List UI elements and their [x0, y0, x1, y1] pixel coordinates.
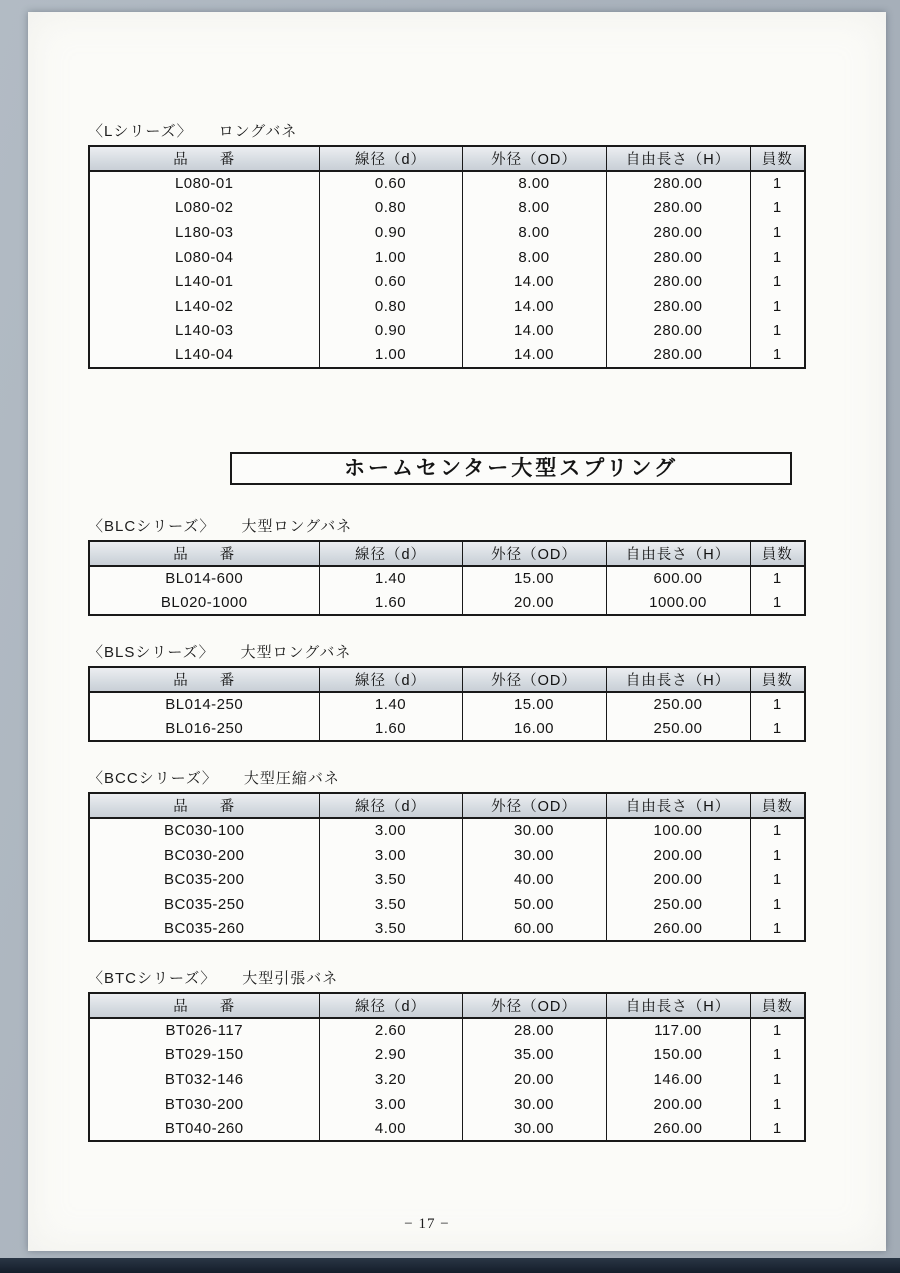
spec-table — [88, 792, 806, 942]
cell-wire-diameter: 3.00 — [319, 843, 462, 868]
column-header-outer-diameter: 外径（OD） — [462, 146, 606, 171]
cell-part-number: BL020-1000 — [89, 590, 319, 615]
cell-part-number: L140-01 — [89, 269, 319, 294]
cell-wire-diameter: 3.50 — [319, 867, 462, 892]
cell-part-number: BT029-150 — [89, 1043, 319, 1068]
cell-quantity: 1 — [750, 1043, 805, 1068]
cell-free-length: 280.00 — [606, 220, 750, 245]
cell-wire-diameter: 1.60 — [319, 717, 462, 742]
table-row — [89, 1018, 805, 1043]
table-row — [89, 1043, 805, 1068]
cell-free-length: 280.00 — [606, 269, 750, 294]
series-name: 〈BLCシリーズ〉 — [88, 517, 216, 535]
table-row — [89, 590, 805, 615]
cell-wire-diameter: 0.90 — [319, 220, 462, 245]
cell-wire-diameter: 0.90 — [319, 319, 462, 344]
cell-wire-diameter: 4.00 — [319, 1116, 462, 1141]
cell-part-number: BC035-200 — [89, 867, 319, 892]
cell-outer-diameter: 14.00 — [462, 319, 606, 344]
table-row — [89, 245, 805, 270]
cell-wire-diameter: 3.50 — [319, 917, 462, 942]
column-header-part-number: 品 番 — [89, 146, 319, 171]
cell-part-number: L080-02 — [89, 196, 319, 221]
cell-outer-diameter: 30.00 — [462, 1116, 606, 1141]
cell-outer-diameter: 8.00 — [462, 171, 606, 196]
series-section — [88, 515, 886, 616]
cell-quantity: 1 — [750, 196, 805, 221]
cell-part-number: L140-03 — [89, 319, 319, 344]
banner — [230, 452, 792, 485]
series-type: 大型ロングバネ — [240, 643, 352, 661]
cell-wire-diameter: 0.80 — [319, 294, 462, 319]
cell-quantity: 1 — [750, 843, 805, 868]
cell-quantity: 1 — [750, 692, 805, 717]
table-row — [89, 717, 805, 742]
series-type: 大型ロングバネ — [241, 517, 353, 535]
series-section — [88, 767, 886, 942]
cell-quantity: 1 — [750, 294, 805, 319]
cell-free-length: 150.00 — [606, 1043, 750, 1068]
cell-outer-diameter: 30.00 — [462, 843, 606, 868]
cell-outer-diameter: 14.00 — [462, 269, 606, 294]
cell-quantity: 1 — [750, 717, 805, 742]
cell-outer-diameter: 14.00 — [462, 343, 606, 368]
cell-part-number: BT040-260 — [89, 1116, 319, 1141]
column-header-part-number: 品 番 — [89, 667, 319, 692]
cell-quantity: 1 — [750, 1116, 805, 1141]
cell-outer-diameter: 30.00 — [462, 818, 606, 843]
cell-wire-diameter: 1.60 — [319, 590, 462, 615]
column-header-free-length: 自由長さ（H） — [606, 667, 750, 692]
spec-table — [88, 145, 806, 369]
cell-free-length: 260.00 — [606, 1116, 750, 1141]
cell-free-length: 200.00 — [606, 843, 750, 868]
cell-wire-diameter: 3.50 — [319, 892, 462, 917]
column-header-wire-diameter: 線径（d） — [319, 146, 462, 171]
column-header-quantity: 員数 — [750, 541, 805, 566]
cell-wire-diameter: 3.00 — [319, 818, 462, 843]
column-header-wire-diameter: 線径（d） — [319, 793, 462, 818]
column-header-quantity: 員数 — [750, 667, 805, 692]
table-row — [89, 566, 805, 591]
cell-free-length: 200.00 — [606, 867, 750, 892]
cell-part-number: L140-04 — [89, 343, 319, 368]
table-row — [89, 269, 805, 294]
cell-quantity: 1 — [750, 566, 805, 591]
table-row — [89, 818, 805, 843]
cell-part-number: L180-03 — [89, 220, 319, 245]
series-section — [88, 120, 886, 369]
cell-free-length: 260.00 — [606, 917, 750, 942]
cell-part-number: L140-02 — [89, 294, 319, 319]
column-header-free-length: 自由長さ（H） — [606, 993, 750, 1018]
cell-free-length: 250.00 — [606, 692, 750, 717]
series-label — [88, 515, 886, 535]
banner-title: ホームセンター大型スプリング — [344, 456, 678, 480]
cell-wire-diameter: 3.00 — [319, 1092, 462, 1117]
table-row — [89, 294, 805, 319]
header-row — [89, 993, 805, 1018]
cell-part-number: BL014-600 — [89, 566, 319, 591]
cell-free-length: 600.00 — [606, 566, 750, 591]
cell-outer-diameter: 14.00 — [462, 294, 606, 319]
series-label — [88, 967, 886, 987]
column-header-outer-diameter: 外径（OD） — [462, 667, 606, 692]
header-row — [89, 793, 805, 818]
cell-free-length: 250.00 — [606, 892, 750, 917]
column-header-quantity: 員数 — [750, 146, 805, 171]
series-label — [88, 767, 886, 787]
spec-table — [88, 540, 806, 616]
cell-outer-diameter: 30.00 — [462, 1092, 606, 1117]
table-row — [89, 196, 805, 221]
spec-table — [88, 992, 806, 1142]
cell-part-number: BC030-200 — [89, 843, 319, 868]
cell-outer-diameter: 15.00 — [462, 566, 606, 591]
table-row — [89, 1067, 805, 1092]
series-label — [88, 120, 886, 140]
column-header-free-length: 自由長さ（H） — [606, 541, 750, 566]
cell-outer-diameter: 28.00 — [462, 1018, 606, 1043]
cell-outer-diameter: 35.00 — [462, 1043, 606, 1068]
document-sheet — [28, 12, 886, 1251]
cell-quantity: 1 — [750, 892, 805, 917]
column-header-quantity: 員数 — [750, 793, 805, 818]
cell-free-length: 1000.00 — [606, 590, 750, 615]
cell-free-length: 280.00 — [606, 245, 750, 270]
series-name: 〈Lシリーズ〉 — [88, 123, 193, 140]
column-header-outer-diameter: 外径（OD） — [462, 793, 606, 818]
table-row — [89, 867, 805, 892]
cell-part-number: BL014-250 — [89, 692, 319, 717]
cell-part-number: BT026-117 — [89, 1018, 319, 1043]
cell-quantity: 1 — [750, 1067, 805, 1092]
series-type: 大型引張バネ — [242, 970, 339, 988]
cell-free-length: 117.00 — [606, 1018, 750, 1043]
table-row — [89, 171, 805, 196]
cell-quantity: 1 — [750, 171, 805, 196]
spec-table — [88, 666, 806, 742]
cell-outer-diameter: 40.00 — [462, 867, 606, 892]
column-header-part-number: 品 番 — [89, 793, 319, 818]
cell-wire-diameter: 1.00 — [319, 245, 462, 270]
cell-free-length: 280.00 — [606, 343, 750, 368]
header-row — [89, 146, 805, 171]
table-row — [89, 319, 805, 344]
cell-free-length: 100.00 — [606, 818, 750, 843]
cell-free-length: 280.00 — [606, 171, 750, 196]
cell-wire-diameter: 0.60 — [319, 269, 462, 294]
column-header-free-length: 自由長さ（H） — [606, 146, 750, 171]
column-header-part-number: 品 番 — [89, 993, 319, 1018]
table-row — [89, 1116, 805, 1141]
scan-edge-bar — [0, 1258, 900, 1273]
column-header-free-length: 自由長さ（H） — [606, 793, 750, 818]
series-label — [88, 641, 886, 661]
cell-outer-diameter: 16.00 — [462, 717, 606, 742]
table-row — [89, 220, 805, 245]
cell-part-number: BC035-250 — [89, 892, 319, 917]
cell-free-length: 200.00 — [606, 1092, 750, 1117]
cell-free-length: 250.00 — [606, 717, 750, 742]
cell-outer-diameter: 50.00 — [462, 892, 606, 917]
table-row — [89, 843, 805, 868]
cell-part-number: BT030-200 — [89, 1092, 319, 1117]
cell-outer-diameter: 8.00 — [462, 220, 606, 245]
sections-after-banner — [88, 515, 886, 1142]
cell-outer-diameter: 8.00 — [462, 196, 606, 221]
cell-quantity: 1 — [750, 269, 805, 294]
table-row — [89, 343, 805, 368]
cell-quantity: 1 — [750, 220, 805, 245]
cell-outer-diameter: 20.00 — [462, 1067, 606, 1092]
cell-wire-diameter: 0.60 — [319, 171, 462, 196]
cell-free-length: 280.00 — [606, 319, 750, 344]
cell-outer-diameter: 8.00 — [462, 245, 606, 270]
series-section — [88, 967, 886, 1142]
series-name: 〈BLSシリーズ〉 — [88, 643, 215, 661]
table-row — [89, 917, 805, 942]
cell-wire-diameter: 1.40 — [319, 566, 462, 591]
series-type: ロングバネ — [218, 123, 298, 140]
cell-outer-diameter: 20.00 — [462, 590, 606, 615]
cell-outer-diameter: 15.00 — [462, 692, 606, 717]
series-section — [88, 641, 886, 742]
column-header-wire-diameter: 線径（d） — [319, 993, 462, 1018]
cell-part-number: BC035-260 — [89, 917, 319, 942]
cell-wire-diameter: 3.20 — [319, 1067, 462, 1092]
cell-wire-diameter: 1.40 — [319, 692, 462, 717]
cell-free-length: 280.00 — [606, 196, 750, 221]
sections-before-banner — [88, 120, 886, 369]
page-number: − 17 − — [404, 1216, 450, 1232]
cell-free-length: 146.00 — [606, 1067, 750, 1092]
cell-quantity: 1 — [750, 867, 805, 892]
cell-outer-diameter: 60.00 — [462, 917, 606, 942]
cell-quantity: 1 — [750, 1092, 805, 1117]
cell-quantity: 1 — [750, 319, 805, 344]
cell-free-length: 280.00 — [606, 294, 750, 319]
cell-quantity: 1 — [750, 818, 805, 843]
cell-quantity: 1 — [750, 343, 805, 368]
cell-quantity: 1 — [750, 1018, 805, 1043]
table-row — [89, 1092, 805, 1117]
series-name: 〈BCCシリーズ〉 — [88, 770, 218, 788]
cell-part-number: BC030-100 — [89, 818, 319, 843]
column-header-outer-diameter: 外径（OD） — [462, 993, 606, 1018]
cell-wire-diameter: 1.00 — [319, 343, 462, 368]
table-row — [89, 892, 805, 917]
column-header-wire-diameter: 線径（d） — [319, 541, 462, 566]
series-name: 〈BTCシリーズ〉 — [88, 970, 217, 988]
cell-part-number: BT032-146 — [89, 1067, 319, 1092]
column-header-outer-diameter: 外径（OD） — [462, 541, 606, 566]
column-header-part-number: 品 番 — [89, 541, 319, 566]
header-row — [89, 667, 805, 692]
cell-part-number: L080-04 — [89, 245, 319, 270]
header-row — [89, 541, 805, 566]
cell-quantity: 1 — [750, 590, 805, 615]
column-header-wire-diameter: 線径（d） — [319, 667, 462, 692]
table-row — [89, 692, 805, 717]
cell-quantity: 1 — [750, 245, 805, 270]
cell-quantity: 1 — [750, 917, 805, 942]
cell-part-number: L080-01 — [89, 171, 319, 196]
cell-part-number: BL016-250 — [89, 717, 319, 742]
column-header-quantity: 員数 — [750, 993, 805, 1018]
cell-wire-diameter: 0.80 — [319, 196, 462, 221]
cell-wire-diameter: 2.60 — [319, 1018, 462, 1043]
series-type: 大型圧縮バネ — [243, 770, 340, 788]
cell-wire-diameter: 2.90 — [319, 1043, 462, 1068]
